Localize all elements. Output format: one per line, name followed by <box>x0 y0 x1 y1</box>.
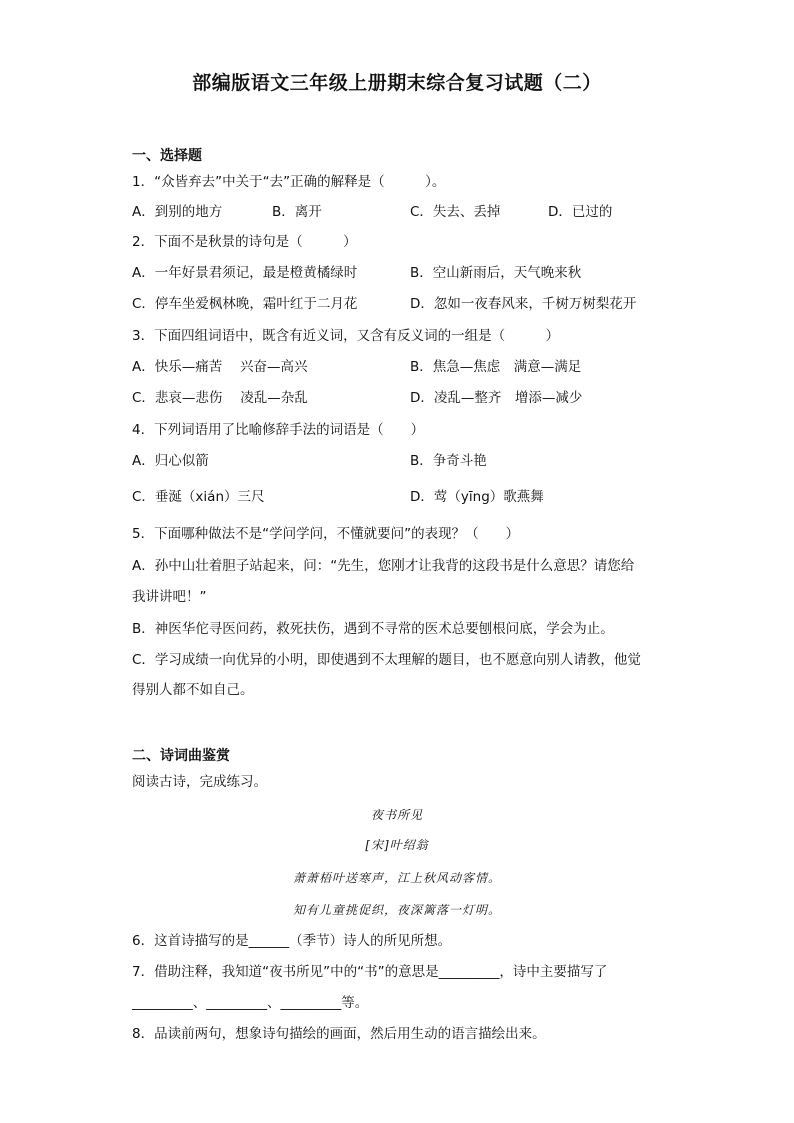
q3-option-b: B．焦急—焦虑 满意—满足 <box>410 359 582 375</box>
poetry-intro: 阅读古诗，完成练习。 <box>132 774 267 790</box>
q3-option-d: D．凌乱—整齐 增添—减少 <box>410 390 583 406</box>
q3-option-a: A．快乐—痛苦 兴奋—高兴 <box>132 359 308 375</box>
poem-line-1: 萧萧梧叶送寒声，江上秋风动客情。 <box>292 871 501 885</box>
section-heading-choice: 一、选择题 <box>132 148 202 164</box>
section-heading-poetry: 二、诗词曲鉴赏 <box>132 748 230 764</box>
q5-option-c-line2: 得别人都不如自己。 <box>132 682 254 698</box>
question-4-stem: 4．下列词语用了比喻修辞手法的词语是（ ） <box>132 422 425 438</box>
q5-option-b: B．神医华佗寻医问药，救死扶伤，遇到不寻常的医术总要刨根问底，学会为止。 <box>132 621 614 637</box>
q1-option-d: D．已过的 <box>548 204 613 220</box>
question-1-stem: 1．“众皆弃去”中关于“去”正确的解释是（ ）。 <box>132 174 446 190</box>
question-8: 8．品读前两句，想象诗句描绘的画面，然后用生动的语言描绘出来。 <box>132 1026 546 1042</box>
q5-option-a-line2: 我讲讲吧！” <box>132 589 207 605</box>
q1-option-b: B．离开 <box>272 204 322 220</box>
question-7-line2: _________、_________、_________等。 <box>132 995 369 1011</box>
question-6: 6．这首诗描写的是______（季节）诗人的所见所想。 <box>132 933 452 949</box>
q5-option-a-line1: A．孙中山壮着胆子站起来，问：“先生，您刚才让我背的这段书是什么意思？请您给 <box>132 558 635 574</box>
q4-option-d: D．莺（yīng）歌燕舞 <box>410 489 544 505</box>
q2-option-a: A．一年好景君须记，最是橙黄橘绿时 <box>132 265 358 281</box>
q2-option-b: B．空山新雨后，天气晚来秋 <box>410 265 582 281</box>
question-2-stem: 2．下面不是秋景的诗句是（ ） <box>132 234 357 250</box>
q3-option-c: C．悲哀—悲伤 凌乱—杂乱 <box>132 390 308 406</box>
page-title: 部编版语文三年级上册期末综合复习试题（二） <box>192 72 602 94</box>
question-3-stem: 3．下面四组词语中，既含有近义词，又含有反义词的一组是（ ） <box>132 328 560 344</box>
q5-option-c-line1: C．学习成绩一向优异的小明，即使遇到不太理解的题目，也不愿意向别人请教，他觉 <box>132 652 641 668</box>
q4-option-c: C．垂涎（xián）三尺 <box>132 489 265 505</box>
question-7-line1: 7．借助注释，我知道“夜书所见”中的“书”的意思是_________，诗中主要描写了 <box>132 964 608 980</box>
q4-option-b: B．争奇斗艳 <box>410 453 487 469</box>
question-5-stem: 5．下面哪种做法不是“学问学问，不懂就要问”的表现？（ ） <box>132 526 520 542</box>
q1-option-c: C．失去、丢掉 <box>410 204 501 220</box>
q2-option-c: C．停车坐爱枫林晚，霜叶红于二月花 <box>132 296 358 312</box>
q2-option-d: D．忽如一夜春风来，千树万树梨花开 <box>410 296 637 312</box>
poem-title: 夜书所见 <box>370 808 423 822</box>
q1-option-a: A．到别的地方 <box>132 204 223 220</box>
q4-option-a: A．归心似箭 <box>132 453 209 469</box>
poem-line-2: 知有儿童挑促织，夜深篱落一灯明。 <box>292 903 501 917</box>
poem-author: [宋]叶绍翁 <box>365 838 429 852</box>
